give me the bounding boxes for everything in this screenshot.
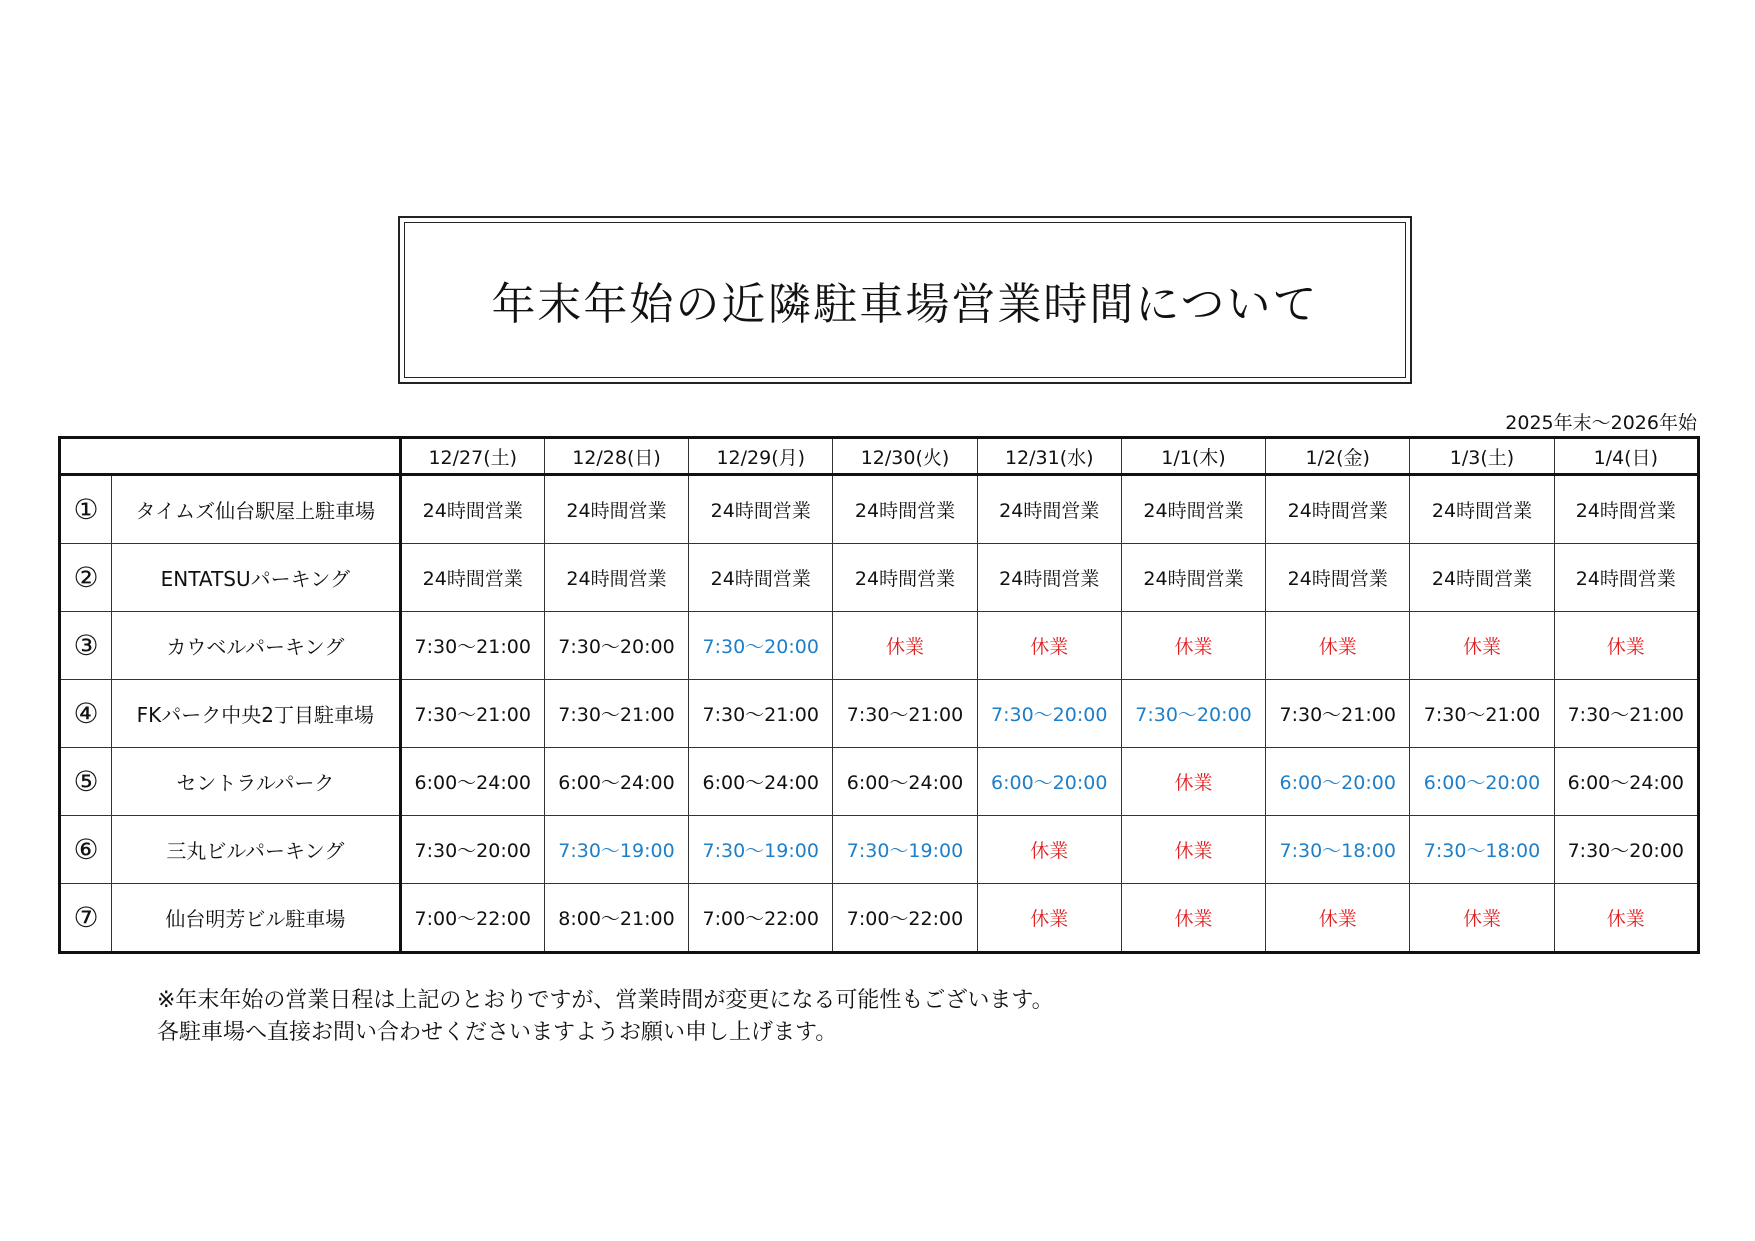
hours-cell: 24時間営業 <box>1410 475 1554 544</box>
parking-name: 仙台明芳ビル駐車場 <box>112 884 401 953</box>
hours-cell: 休業 <box>1554 612 1698 680</box>
hours-cell: 7:30～19:00 <box>689 816 833 884</box>
parking-name: タイムズ仙台駅屋上駐車場 <box>112 475 401 544</box>
hours-cell: 6:00～20:00 <box>1410 748 1554 816</box>
parking-number: ① <box>60 475 112 544</box>
hours-cell: 休業 <box>1121 884 1265 953</box>
hours-cell: 6:00～24:00 <box>544 748 688 816</box>
hours-cell: 6:00～24:00 <box>833 748 977 816</box>
hours-cell: 6:00～24:00 <box>689 748 833 816</box>
header-corner <box>60 438 401 475</box>
table-row <box>60 748 1699 816</box>
parking-name: FKパーク中央2丁目駐車場 <box>112 680 401 748</box>
hours-cell: 7:30～20:00 <box>544 612 688 680</box>
date-header: 12/29(月) <box>689 438 833 475</box>
hours-cell: 休業 <box>1554 884 1698 953</box>
parking-number: ⑦ <box>60 884 112 953</box>
hours-cell: 24時間営業 <box>689 544 833 612</box>
hours-cell: 24時間営業 <box>833 544 977 612</box>
hours-cell: 休業 <box>1121 816 1265 884</box>
hours-cell: 休業 <box>1410 884 1554 953</box>
date-header: 12/28(日) <box>544 438 688 475</box>
hours-cell: 休業 <box>1121 748 1265 816</box>
hours-cell: 24時間営業 <box>1410 544 1554 612</box>
hours-cell: 24時間営業 <box>977 475 1121 544</box>
parking-name: 三丸ビルパーキング <box>112 816 401 884</box>
hours-cell: 7:30～21:00 <box>833 680 977 748</box>
table-row <box>60 816 1699 884</box>
parking-number: ③ <box>60 612 112 680</box>
date-header: 1/3(土) <box>1410 438 1554 475</box>
hours-cell: 休業 <box>1266 612 1410 680</box>
parking-name: カウベルパーキング <box>112 612 401 680</box>
date-header: 12/30(火) <box>833 438 977 475</box>
hours-cell: 7:30～20:00 <box>400 816 544 884</box>
table-row <box>60 612 1699 680</box>
date-header: 1/2(金) <box>1266 438 1410 475</box>
title-box <box>398 216 1412 384</box>
table-row <box>60 475 1699 544</box>
hours-cell: 6:00～24:00 <box>1554 748 1698 816</box>
hours-cell: 6:00～20:00 <box>977 748 1121 816</box>
hours-cell: 7:30～20:00 <box>689 612 833 680</box>
table-row <box>60 680 1699 748</box>
hours-cell: 6:00～20:00 <box>1266 748 1410 816</box>
hours-cell: 7:30～21:00 <box>400 612 544 680</box>
table-row <box>60 544 1699 612</box>
hours-cell: 7:30～20:00 <box>977 680 1121 748</box>
hours-cell: 8:00～21:00 <box>544 884 688 953</box>
hours-cell: 24時間営業 <box>977 544 1121 612</box>
hours-cell: 7:30～21:00 <box>1554 680 1698 748</box>
hours-cell: 休業 <box>1121 612 1265 680</box>
hours-cell: 6:00～24:00 <box>400 748 544 816</box>
table-row <box>60 884 1699 953</box>
hours-cell: 7:30～18:00 <box>1266 816 1410 884</box>
hours-cell: 24時間営業 <box>689 475 833 544</box>
hours-cell: 休業 <box>977 612 1121 680</box>
hours-cell: 24時間営業 <box>544 544 688 612</box>
hours-cell: 24時間営業 <box>1266 475 1410 544</box>
date-header: 12/31(水) <box>977 438 1121 475</box>
hours-cell: 7:30～18:00 <box>1410 816 1554 884</box>
header-row <box>60 438 1699 475</box>
hours-cell: 7:30～21:00 <box>1410 680 1554 748</box>
parking-number: ⑤ <box>60 748 112 816</box>
parking-name: セントラルパーク <box>112 748 401 816</box>
hours-cell: 24時間営業 <box>1554 475 1698 544</box>
hours-cell: 7:30～21:00 <box>689 680 833 748</box>
page-title: 年末年始の近隣駐車場営業時間について <box>491 279 1319 330</box>
parking-name: ENTATSUパーキング <box>112 544 401 612</box>
date-header: 1/1(木) <box>1121 438 1265 475</box>
hours-cell: 7:00～22:00 <box>400 884 544 953</box>
hours-cell: 休業 <box>977 816 1121 884</box>
hours-cell: 7:30～20:00 <box>1121 680 1265 748</box>
hours-cell: 7:30～19:00 <box>833 816 977 884</box>
hours-cell: 休業 <box>977 884 1121 953</box>
hours-cell: 7:00～22:00 <box>833 884 977 953</box>
notes <box>157 985 1054 1049</box>
hours-cell: 24時間営業 <box>833 475 977 544</box>
hours-cell: 24時間営業 <box>1121 475 1265 544</box>
hours-cell: 24時間営業 <box>1266 544 1410 612</box>
hours-cell: 24時間営業 <box>400 475 544 544</box>
parking-number: ② <box>60 544 112 612</box>
hours-cell: 7:30～21:00 <box>544 680 688 748</box>
hours-cell: 休業 <box>833 612 977 680</box>
note-line: ※年末年始の営業日程は上記のとおりですが、営業時間が変更になる可能性もございます。 <box>157 988 1054 1013</box>
date-header: 12/27(土) <box>400 438 544 475</box>
hours-cell: 24時間営業 <box>400 544 544 612</box>
hours-cell: 7:30～21:00 <box>1266 680 1410 748</box>
note-line: 各駐車場へ直接お問い合わせくださいますようお願い申し上げます。 <box>157 1020 838 1045</box>
parking-number: ④ <box>60 680 112 748</box>
hours-cell: 7:30～19:00 <box>544 816 688 884</box>
hours-cell: 24時間営業 <box>1121 544 1265 612</box>
hours-cell: 休業 <box>1266 884 1410 953</box>
hours-cell: 24時間営業 <box>544 475 688 544</box>
date-header: 1/4(日) <box>1554 438 1698 475</box>
hours-cell: 7:30～21:00 <box>400 680 544 748</box>
hours-cell: 24時間営業 <box>1554 544 1698 612</box>
schedule-table <box>58 436 1700 954</box>
parking-number: ⑥ <box>60 816 112 884</box>
hours-cell: 7:30～20:00 <box>1554 816 1698 884</box>
hours-cell: 休業 <box>1410 612 1554 680</box>
hours-cell: 7:00～22:00 <box>689 884 833 953</box>
period-label: 2025年末～2026年始 <box>1505 412 1697 434</box>
schedule-body <box>60 475 1699 953</box>
